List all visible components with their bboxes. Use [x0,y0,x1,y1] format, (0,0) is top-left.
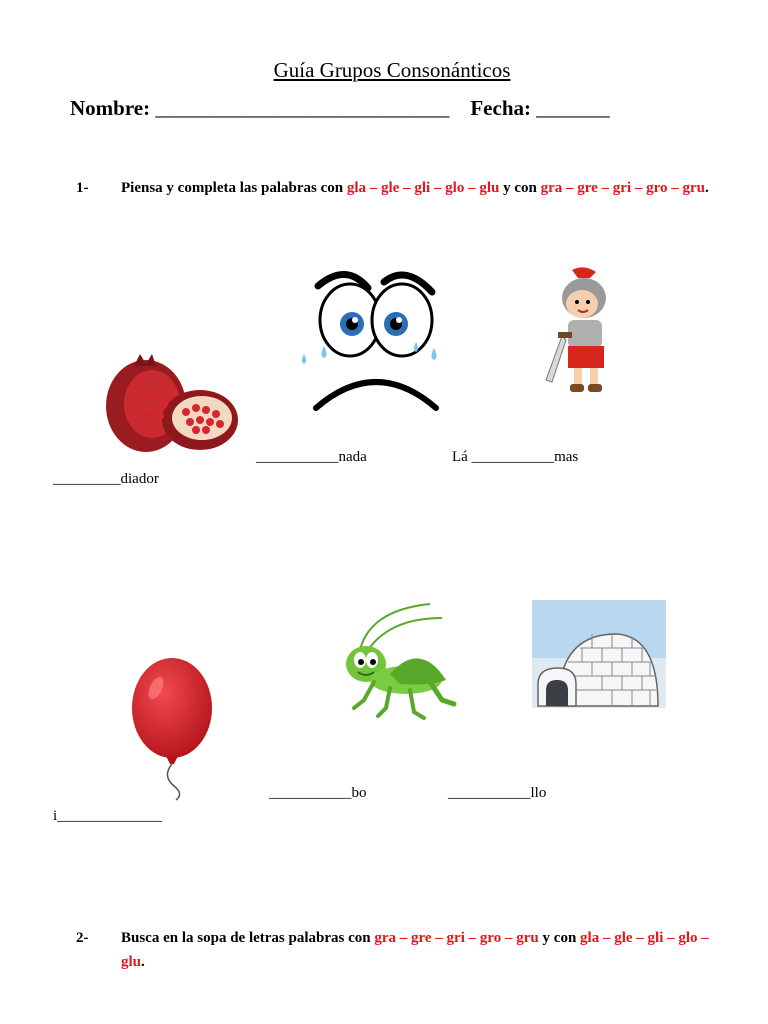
fill-word-gladiador[interactable]: _________diador [53,471,159,487]
igloo-image [532,600,666,736]
page-title: Guía Grupos Consonánticos [273,58,511,82]
name-field[interactable]: ____________________________ [155,96,450,120]
name-label: Nombre: [70,96,151,120]
date-label: Fecha: [470,96,531,120]
question-1-text [121,176,721,200]
q1-text-c: . [705,180,709,196]
question-1-number: 1- [76,180,89,196]
q1-gr-groups: gra – gre – gri – gro – gru [540,180,706,196]
q2-text-b: y con [538,930,581,946]
crying-face-image [296,258,452,418]
question-2-text [121,926,721,974]
q1-text-a: Piensa y completa las palabras con [121,180,347,196]
date-field[interactable]: _______ [536,96,610,120]
q1-gl-groups: gla – gle – gli – glo – glu [346,180,500,196]
fill-word-granada[interactable]: ___________nada [256,449,367,465]
q2-text-c: . [141,954,145,970]
name-date-row [70,96,610,121]
fill-word-lagrimas[interactable]: Lá ___________mas [452,449,579,465]
q2-gl-groups: gla – gle – gli – glo – glu [121,930,709,970]
q2-gr-groups: gra – gre – gri – gro – gru [374,930,539,946]
q2-text-a: Busca en la sopa de letras palabras con [121,930,375,946]
fill-word-grillo[interactable]: ___________llo [448,785,547,801]
grasshopper-image [330,600,460,724]
q1-text-b: y con [499,180,541,196]
fill-word-iglu[interactable]: i______________ [53,808,163,824]
pomegranate-image [104,348,244,458]
question-2-number: 2- [76,930,89,946]
gladiator-image [532,264,632,404]
balloon-image [112,656,232,802]
fill-word-globo[interactable]: ___________bo [269,785,367,801]
